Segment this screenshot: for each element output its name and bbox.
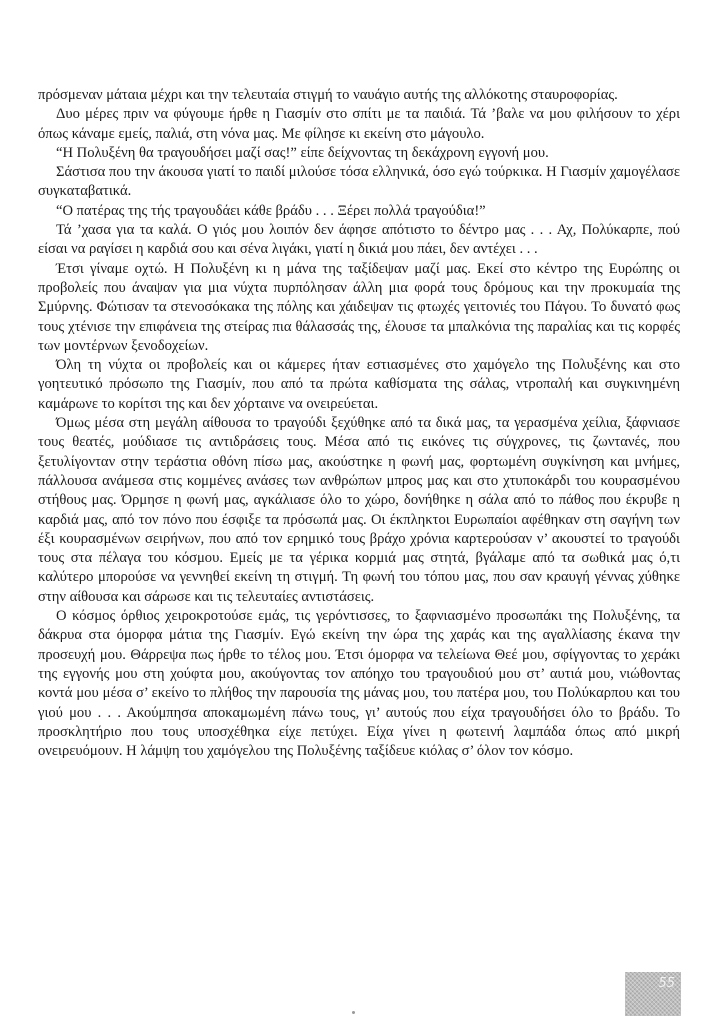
paragraph-1: πρόσμεναν μάταια μέχρι και την τελευταία στιγμή το ναυάγιο αυτής της αλλόκοτης σταυροφορίας. (38, 87, 618, 103)
paragraph-6: Τά ’χασα για τα καλά. Ο γιός μου λοιπόν δεν άφησε απότιστο το δέντρο μας . . . Αχ, Πολύκαρπε, πού είσαι να ραγίσει η καρδιά σου και σένα λιγάκι, γιατί η δικιά μου πάει, δεν αντέχει . . . (38, 222, 680, 258)
paragraph-7: Έτσι γίναμε οχτώ. Η Πολυξένη κι η μάνα της ταξίδεψαν μαζί μας. Εκεί στο κέντρο της Ευρώπης οι προβολείς που άναψαν για μια νύχτα πυρπόλησαν άλλη μια φορά τους δρόμους και την προκυμαία της Σμύρνης. Φώτισαν τα στενοσόκακα της πόλης και χάιδεψαν τις φτωχές γειτονιές του Πάγου. Το δυνατό φως τους χτένισε την επιφάνεια της στείρας πια θάλασσάς της, έλουσε τα μπαλκόνια της παραλίας και τις κορφές των μοντέρνων ξενοδοχείων. (38, 260, 680, 354)
scan-speck (352, 1011, 355, 1014)
paragraph-10: Ο κόσμος όρθιος χειροκροτούσε εμάς, τις γερόντισσες, το ξαφνιασμένο προσωπάκι της Πολυξένης, τα δάκρυα στα όμορφα μάτια της Γιασμίν. Εγώ εκείνη την ώρα της χαράς και της αγαλλίασης έκανα την προσευχή μου. Θάρρεψα πως ήρθε το τέλος μου. Έτσι όμορφα να τελείωνα Θεέ μου, σφίγγοντας το χεράκι της εγγονής μου στη χούφτα μου, ακούγοντας τον απόηχο του τραγουδιού μου στ’ αυτιά μου, νιώθοντας κοντά μου μέσα σ’ εκείνο το πλήθος την παρουσία της μάνας μου, του πατέρα μου, του Πολύκαρπου και του γιού μου . . . Ακούμπησα αποκαμωμένη πάνω τους, γι’ αυτούς που είχα τραγουδήσει όλο το βράδυ. Το προσκλητήριο που τους υποσχέθηκα είχε πετύχει. Είχα γίνει η φωτεινή λαμπάδα όπως από μικρή ονειρευόμουν. Η λάμψη του χαμόγελου της Πολυξένης ταξίδευε κιόλας σ’ όλον τον κόσμο. (38, 608, 680, 760)
page-number: 55 (658, 976, 675, 991)
text-block (38, 86, 680, 761)
paragraph-8: Όλη τη νύχτα οι προβολείς και οι κάμερες ήταν εστιασμένες στο χαμόγελο της Πολυξένης και στο γοητευτικό πρόσωπο της Γιασμίν, που από τα πρώτα καθίσματα της σάλας, ντροπαλή και συγκινημένη καμάρωνε το κορίτσι της και δεν χόρταινε να ονειρεύεται. (38, 357, 680, 412)
paragraph-5: “Ο πατέρας της τής τραγουδάει κάθε βράδυ . . . Ξέρει πολλά τραγούδια!” (56, 202, 486, 219)
paragraph-2: Δυο μέρες πριν να φύγουμε ήρθε η Γιασμίν στο σπίτι με τα παιδιά. Τά ’βαλε να μου φιλήσουν το χέρι όπως κάναμε εμείς, παλιά, στη νόνα μας. Με φίλησε κι εκείνη στο μάγουλο. (38, 106, 680, 142)
page-body (38, 86, 680, 761)
paragraph-9: Όμως μέσα στη μεγάλη αίθουσα το τραγούδι ξεχύθηκε από τα δικά μας, τα γερασμένα χείλια, ξάφνιασε τους θεατές, μούδιασε τις αντιδράσεις τους. Μέσα από τις εικόνες τις σύγχρονες, τις ζωντανές, που ξετυλίγονταν στην τεράστια οθόνη πίσω μας, ακούστηκε η φωνή μας, φορτωμένη συγκίνηση και μνήμες, πάλλουσα ανάμεσα στις κομμένες ανάσες των ανθρώπων μπρος μας και στο χτυποκάρδι του κουρασμένου στήθους μας. Όρμησε η φωνή μας, αγκάλιασε όλο το χώρο, δονήθηκε η σάλα από το πάθος που έκρυβε η καρδιά μας, από τον πόνο που έσφιξε τα πρόσωπά μας. Οι έκπληκτοι Ευρωπαίοι αφέθηκαν στη σαγήνη των έξι κουρασμένων σειρήνων, που από τον ερημικό τους βράχο χρόνια καρτερούσαν ν’ ακουστεί το τραγούδι τους στα πέλαγα του κόσμου. Εμείς με τα γέρικα κορμιά μας στητά, βγάλαμε από τα σωθικά μας ό,τι καλύτερο μπορούσε να γεννηθεί εκείνη τη στιγμή. Τη φωνή του τόπου μας, που σαν κραυγή γέννας χύθηκε στην αίθουσα και σάρωσε και τις τελευταίες αντιστάσεις. (38, 415, 680, 605)
paragraph-4: Σάστισα που την άκουσα γιατί το παιδί μιλούσε τόσα ελληνικά, όσο εγώ τούρκικα. Η Γιασμίν χαμογέλασε συγκαταβατικά. (38, 164, 680, 200)
page-number-badge (625, 972, 681, 1016)
paragraph-3: “Η Πολυξένη θα τραγουδήσει μαζί σας!” είπε δείχνοντας τη δεκάχρονη εγγονή μου. (56, 144, 549, 161)
